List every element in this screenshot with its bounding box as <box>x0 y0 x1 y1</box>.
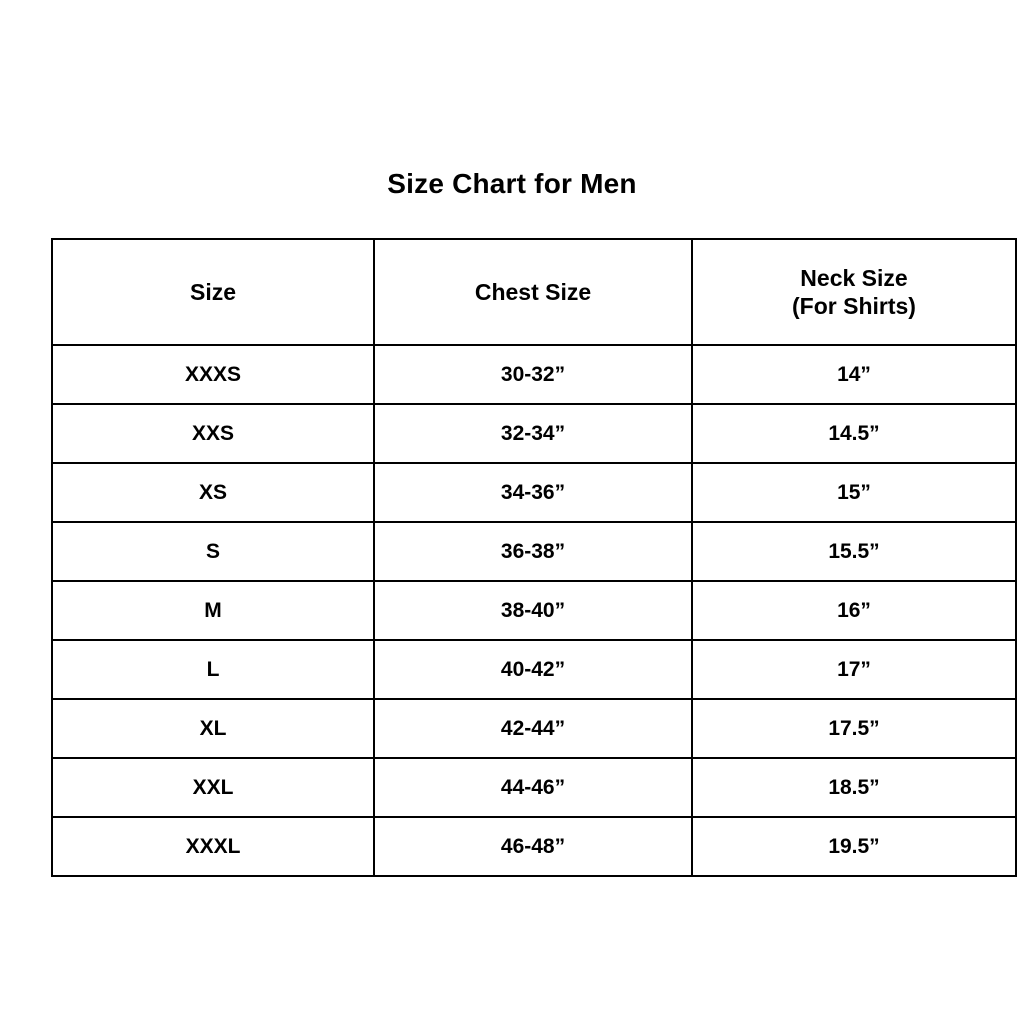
cell-size: XXXL <box>52 817 374 876</box>
cell-size: XXXS <box>52 345 374 404</box>
cell-neck: 17.5” <box>692 699 1016 758</box>
cell-chest: 34-36” <box>374 463 692 522</box>
page-title: Size Chart for Men <box>387 168 637 199</box>
cell-size: XXS <box>52 404 374 463</box>
column-header-neck-size-sublabel: (For Shirts) <box>792 293 916 319</box>
table-row <box>52 522 1016 581</box>
cell-size: XS <box>52 463 374 522</box>
cell-neck: 14.5” <box>692 404 1016 463</box>
cell-chest: 46-48” <box>374 817 692 876</box>
cell-neck: 17” <box>692 640 1016 699</box>
table-header-row <box>52 239 1016 345</box>
table-row <box>52 817 1016 876</box>
cell-neck: 16” <box>692 581 1016 640</box>
cell-chest: 44-46” <box>374 758 692 817</box>
cell-size: S <box>52 522 374 581</box>
cell-chest: 38-40” <box>374 581 692 640</box>
cell-chest: 36-38” <box>374 522 692 581</box>
cell-chest: 42-44” <box>374 699 692 758</box>
cell-chest: 32-34” <box>374 404 692 463</box>
table-row <box>52 463 1016 522</box>
cell-neck: 15.5” <box>692 522 1016 581</box>
column-header-size-label: Size <box>189 278 237 305</box>
table-body <box>52 345 1016 876</box>
cell-size: XXL <box>52 758 374 817</box>
cell-chest: 30-32” <box>374 345 692 404</box>
cell-neck: 14” <box>692 345 1016 404</box>
cell-neck: 19.5” <box>692 817 1016 876</box>
size-chart-container <box>51 238 973 877</box>
cell-size: XL <box>52 699 374 758</box>
column-header-size <box>52 239 374 345</box>
cell-neck: 18.5” <box>692 758 1016 817</box>
table-row <box>52 640 1016 699</box>
table-row <box>52 699 1016 758</box>
table-header <box>52 239 1016 345</box>
table-row <box>52 581 1016 640</box>
cell-chest: 40-42” <box>374 640 692 699</box>
table-row <box>52 758 1016 817</box>
column-header-neck-size <box>692 239 1016 345</box>
column-header-chest-size <box>374 239 692 345</box>
cell-neck: 15” <box>692 463 1016 522</box>
column-header-neck-size-label: Neck Size <box>800 264 908 291</box>
size-chart-table <box>51 238 1017 877</box>
column-header-chest-size-label: Chest Size <box>474 278 592 305</box>
table-row <box>52 404 1016 463</box>
cell-size: M <box>52 581 374 640</box>
table-row <box>52 345 1016 404</box>
cell-size: L <box>52 640 374 699</box>
